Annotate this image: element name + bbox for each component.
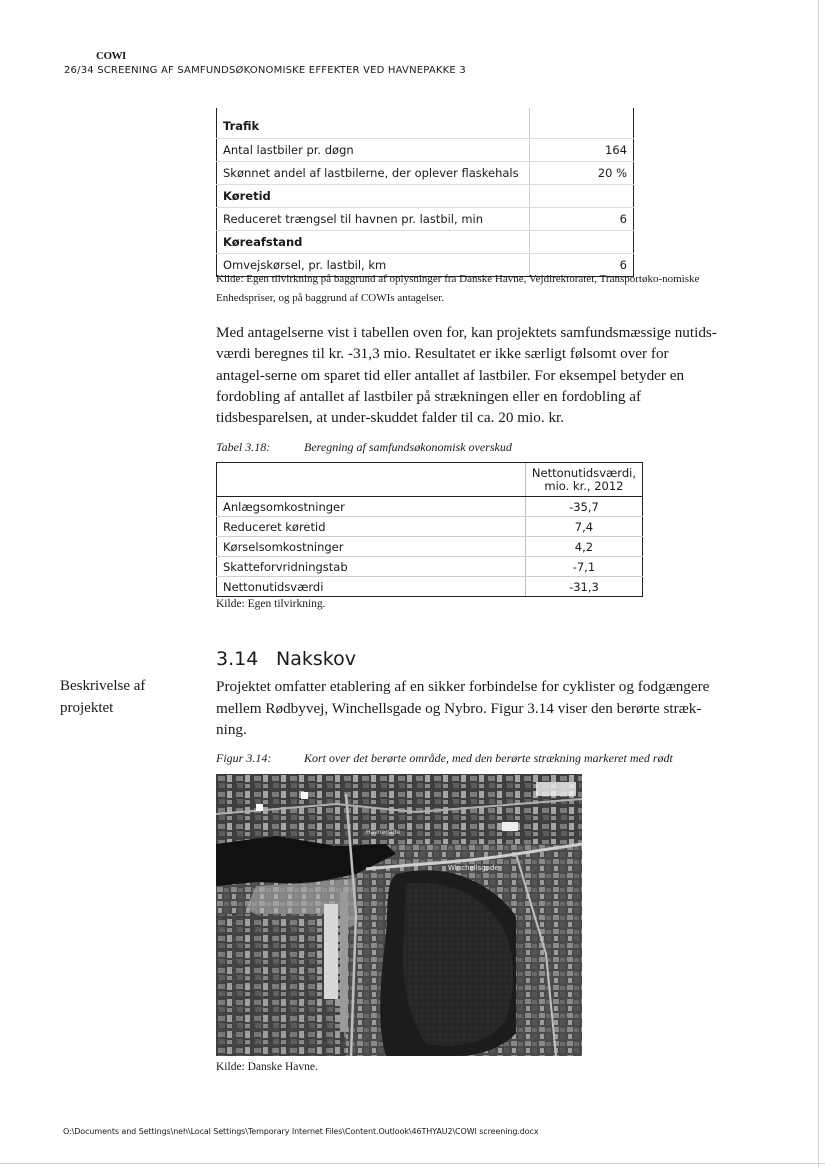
row-value: 6 [530,254,634,277]
table-row [217,162,634,185]
row-label: Skatteforvridningstab [217,557,526,577]
map-label: Havnegade [366,829,401,836]
row-label: Anlægsomkostninger [217,497,526,517]
table-row [217,517,643,537]
row-value [530,231,634,254]
figure-source: Kilde: Danske Havne. [216,1061,318,1073]
footer-file-path: O:\Documents and Settings\neh\Local Settings\Temporary Internet Files\Content.Outlook\46THYAU2\COWI screening.docx [63,1127,539,1136]
table-row [217,108,634,139]
table-row [217,557,643,577]
table2-caption-number: Tabel 3.18: [216,440,271,454]
row-label: Antal lastbiler pr. døgn [217,139,530,162]
column-header: Nettonutidsværdi, mio. kr., 2012 [525,463,642,497]
row-value: -35,7 [525,497,642,517]
row-heading: Køreafstand [217,231,530,254]
section-number: 3.14 [216,648,259,670]
running-header: 26/34 SCREENING AF SAMFUNDSØKONOMISKE EFFEKTER VED HAVNEPAKKE 3 [64,65,466,76]
total-value: -31,3 [525,577,642,597]
row-value [530,185,634,208]
side-label: Beskrivelse af projektet [60,678,146,716]
row-value: 7,4 [525,517,642,537]
row-heading: Køretid [217,185,530,208]
table2-source: Kilde: Egen tilvirkning. [216,598,326,610]
section-heading [216,648,356,670]
row-value: 6 [530,208,634,231]
table-total-row [217,577,643,597]
economic-surplus-table [216,462,643,597]
row-value: -7,1 [525,557,642,577]
row-label: Reduceret køretid [217,517,526,537]
table-row [217,139,634,162]
row-value: 4,2 [525,537,642,557]
header-empty-cell [217,463,526,497]
figure-caption-number: Figur 3.14: [216,751,272,765]
section-title: Nakskov [276,648,356,670]
row-value [530,108,634,139]
table2-caption-text: Beregning af samfundsøkonomisk overskud [304,440,512,454]
body-paragraph: Med antagelserne vist i tabellen oven for, kan projektets samfundsmæssige nutids-værdi beregnes til kr. -31,3 mio. Resultatet er ikke særligt følsomt over for antagel-serne om sparet tid eller antallet af lastbiler. For eksempel betyder en fordobling af antallet af lastbiler på strækningen eller en fordobling af tidsbesparelsen, at under-skuddet falder til ca. 20 mio. kr. [216,324,717,427]
cowi-logo: COWI [96,50,126,62]
figure-caption-text: Kort over det berørte område, med den berørte strækning markeret med rødt [304,751,673,765]
map-label: Winchellsgade [448,864,499,872]
table-row [217,231,634,254]
table-row [217,537,643,557]
table-row [217,208,634,231]
scan-edge-bottom [0,1163,825,1164]
row-value: 20 % [530,162,634,185]
table-header-row [217,463,643,497]
assumptions-table [216,108,634,277]
row-label: Skønnet andel af lastbilerne, der oplever flaskehals [217,162,530,185]
total-label: Nettonutidsværdi [217,577,526,597]
section-paragraph: Projektet omfatter etablering af en sikker forbindelse for cyklister og fodgængere mellem Rødbyvej, Winchellsgade og Nybro. Figur 3.14 viser den berørte stræk-ning. [216,678,710,738]
row-label: Kørselsomkostninger [217,537,526,557]
aerial-map-image [216,774,582,1056]
table-row [217,185,634,208]
row-label: Omvejskørsel, pr. lastbil, km [217,254,530,277]
row-value: 164 [530,139,634,162]
table1-source: Kilde: Egen tilvirkning på baggrund af oplysninger fra Danske Havne, Vejdirektoratet, Transportøko-nomiske Enhedspriser, og på baggrund af COWIs antagelser. [216,273,700,304]
row-label: Reduceret trængsel til havnen pr. lastbil, min [217,208,530,231]
row-heading: Trafik [217,108,530,139]
scan-edge-right [818,0,819,1168]
table-row [217,497,643,517]
